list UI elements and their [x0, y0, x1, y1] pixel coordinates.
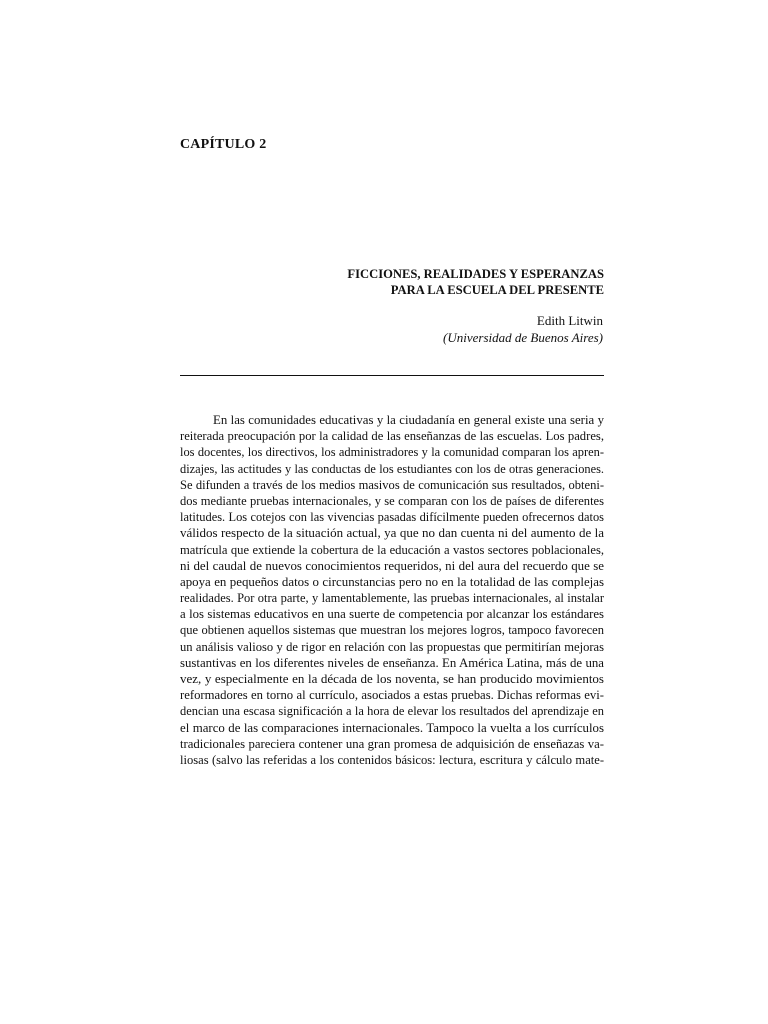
title-line: PARA LA ESCUELA DEL PRESENTE [390, 283, 604, 297]
author-block [300, 312, 603, 346]
title-line: FICCIONES, REALIDADES Y ESPERANZAS [347, 267, 604, 281]
paragraph-line: sustantivas en los diferentes niveles de enseñanza. En América Latina, más de una [180, 655, 604, 670]
paragraph-line: el marco de las comparaciones internacionales. Tampoco la vuelta a los currículos [180, 720, 604, 735]
horizontal-rule [180, 375, 604, 376]
paragraph-line: Se difunden a través de los medios masivos de comunicación sus resultados, obteni- [180, 477, 604, 492]
paragraph-line: dizajes, las actitudes y las conductas de los estudiantes con los de otras generaciones. [180, 461, 604, 476]
paragraph-line: tradicionales pareciera contener una gran promesa de adquisición de enseñazas va- [180, 736, 604, 751]
paragraph-line: reiterada preocupación por la calidad de las enseñanzas de las escuelas. Los padres, [180, 429, 604, 444]
paragraph-line: los docentes, los directivos, los administradores y la comunidad comparan los apren- [180, 445, 604, 460]
author-name: Edith Litwin [536, 313, 603, 328]
paragraph-line: matrícula que extiende la cobertura de la educación a vastos sectores poblacionales, [180, 542, 604, 557]
paragraph-line: a los sistemas educativos en una suerte de competencia por alcanzar los estándares [180, 607, 604, 622]
paragraph-line: reformadores en torno al currículo, asociados a estas pruebas. Dichas reformas evi- [180, 688, 604, 703]
article-title [300, 266, 604, 298]
paragraph-line: ni del caudal de nuevos conocimientos requeridos, ni del aura del recuerdo que se [180, 557, 604, 573]
paragraph-line: un análisis valioso y de rigor en relación con las propuestas que permitirían mejoras [180, 639, 604, 654]
paragraph-line: latitudes. Los cotejos con las vivencias pasadas difícilmente pueden ofrecernos datos [180, 510, 604, 525]
author-affiliation: (Universidad de Buenos Aires) [443, 330, 603, 345]
paragraph-line: que obtienen aquellos sistemas que muestran los mejores logros, tampoco favorecen [180, 623, 604, 638]
body-paragraph [180, 412, 604, 768]
chapter-heading: CAPÍTULO 2 [180, 137, 267, 152]
paragraph-line: vez, y especialmente en la década de los noventa, se han producido movimientos [180, 671, 604, 686]
paragraph-line: liosas (salvo las referidas a los contenidos básicos: lectura, escritura y cálculo mate- [180, 752, 604, 767]
paragraph-line: apoya en pequeños datos o circunstancias pero no en la totalidad de las complejas [180, 574, 604, 589]
paragraph-line: En las comunidades educativas y la ciudadanía en general existe una seria y [213, 413, 604, 427]
paragraph-line: realidades. Por otra parte, y lamentablemente, las pruebas internacionales, al instalar [180, 591, 604, 606]
paragraph-line: dencian una escasa significación a la hora de elevar los resultados del aprendizaje en [180, 704, 604, 719]
paragraph-line: válidos respecto de la situación actual, ya que no dan cuenta ni del aumento de la [180, 525, 604, 541]
paragraph-line: dos mediante pruebas internacionales, y se comparan con los de países de diferentes [180, 493, 604, 508]
